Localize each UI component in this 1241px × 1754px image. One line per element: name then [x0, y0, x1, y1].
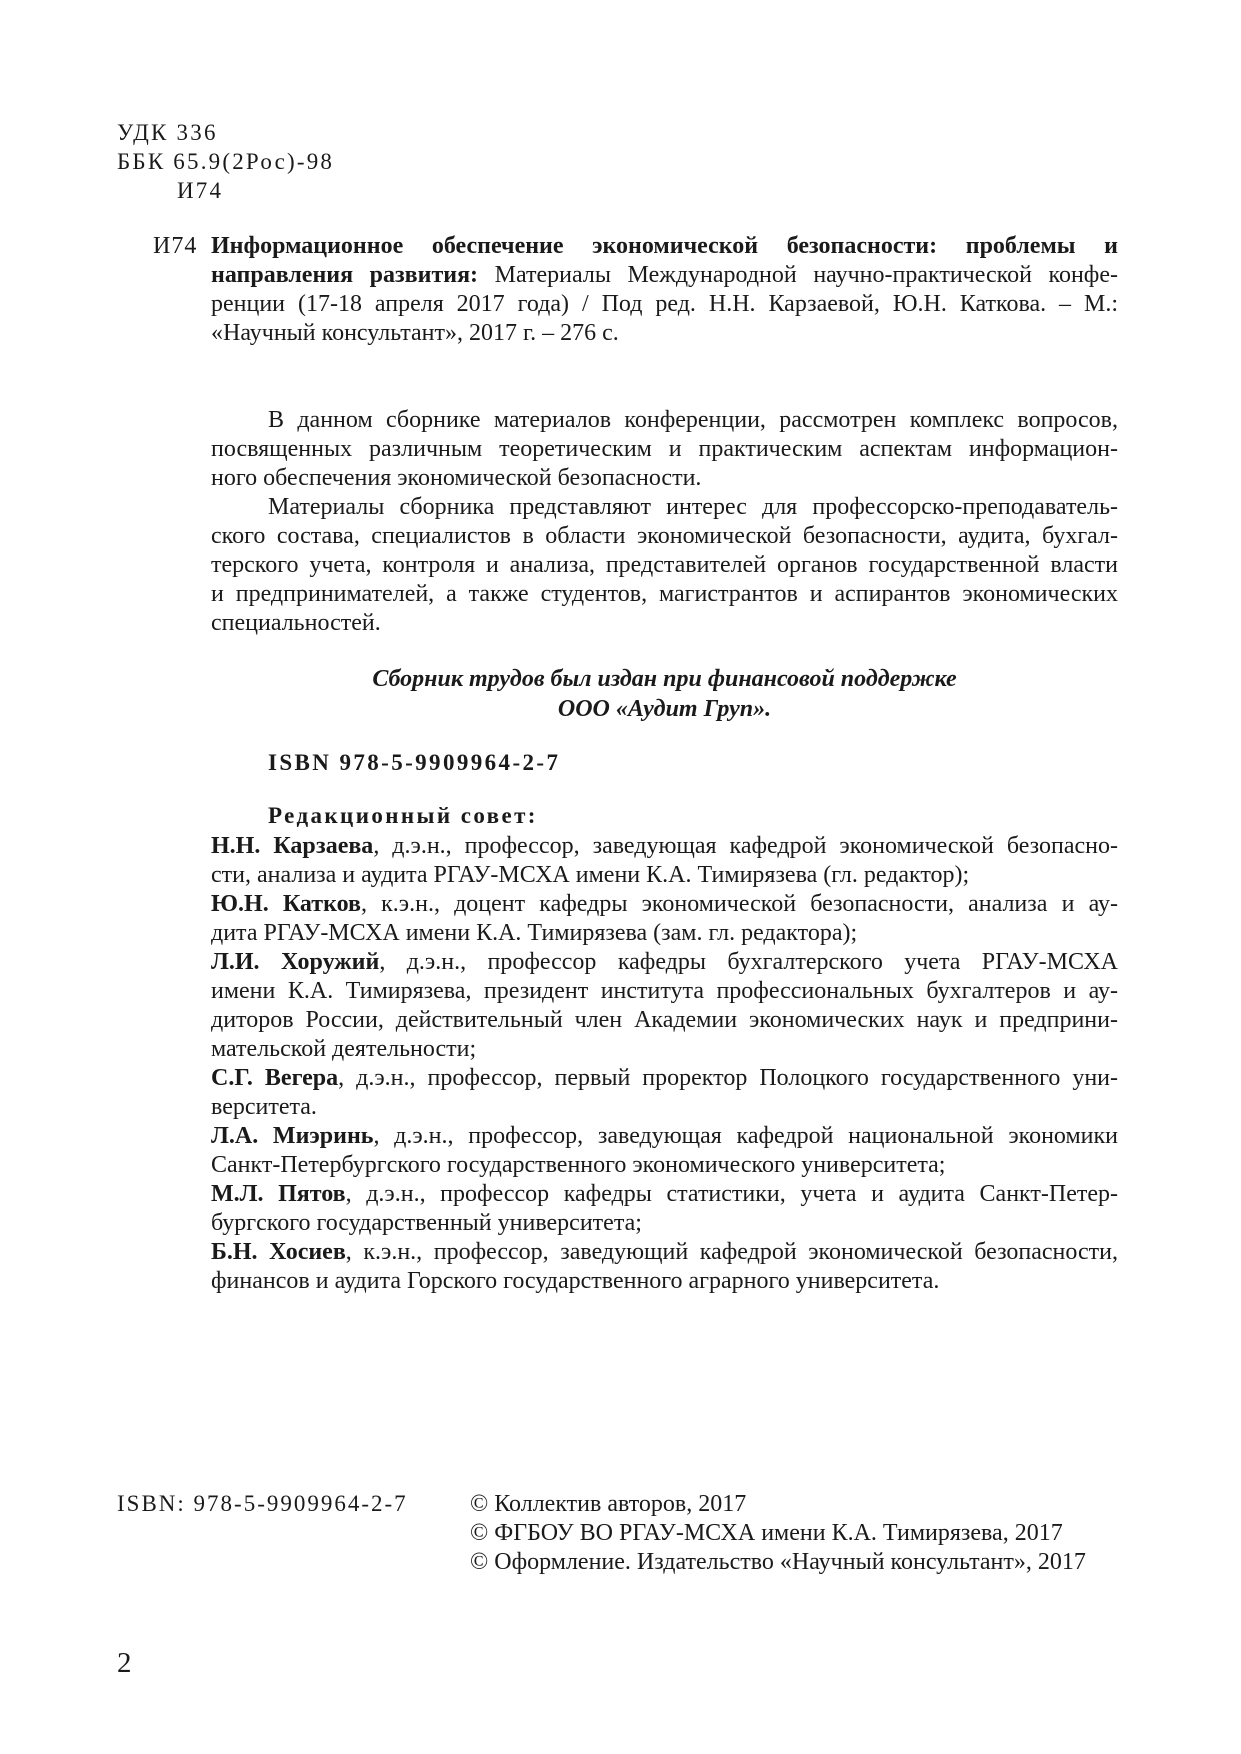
- member-desc: дита РГАУ-МСХА имени К.А. Тимирязева (зам. гл. редактора);: [211, 920, 858, 946]
- udk-code: УДК 336: [117, 120, 218, 145]
- annotation-line: и предпринимателей, а также студентов, магистрантов и аспирантов экономических: [211, 581, 1118, 607]
- member-name: М.Л. Пятов: [211, 1181, 346, 1207]
- member-desc: бургского государственный университета;: [211, 1210, 642, 1236]
- annotation-line: специальностей.: [211, 610, 381, 636]
- annotation-line: ного обеспечения экономической безопасности.: [211, 465, 702, 491]
- board-line: [211, 832, 1118, 861]
- copyright-line: © Оформление. Издательство «Научный консультант», 2017: [470, 1549, 1086, 1575]
- board-line: [211, 948, 1118, 977]
- record-text: «Научный консультант», 2017 г. – 276 с.: [211, 320, 619, 346]
- board-line: [211, 1093, 1118, 1122]
- annotation-line: ского состава, специалистов в области экономической безопасности, аудита, бухгал-: [211, 523, 1118, 549]
- board-line: [211, 1122, 1118, 1151]
- member-desc: Санкт-Петербургского государственного экономического университета;: [211, 1152, 946, 1178]
- member-desc: , к.э.н., доцент кафедры экономической безопасности, анализа и ау-: [360, 891, 1118, 917]
- bbk-code: ББК 65.9(2Рос)-98: [117, 149, 335, 174]
- record-text: Материалы Международной научно-практической конфе-: [478, 262, 1118, 288]
- sponsor-note: [211, 664, 1118, 724]
- member-desc: , д.э.н., профессор кафедры бухгалтерского учета РГАУ-МСХА: [379, 949, 1118, 975]
- member-name: Ю.Н. Катков: [211, 891, 361, 917]
- page-number: 2: [117, 1647, 132, 1679]
- member-name: Л.И. Хоружий: [211, 949, 380, 975]
- board-line: [211, 861, 1118, 890]
- sponsor-line-2: ООО «Аудит Груп».: [557, 696, 772, 722]
- board-line: [211, 1035, 1118, 1064]
- member-desc: , д.э.н., профессор, первый проректор Полоцкого государственного уни-: [338, 1065, 1118, 1091]
- member-name: Н.Н. Карзаева: [211, 833, 374, 859]
- annotation-line: терского учета, контроля и анализа, представителей органов государственной власти: [211, 552, 1118, 578]
- board-line: [211, 1267, 1118, 1296]
- board-line: [211, 977, 1118, 1006]
- board-line: [211, 1064, 1118, 1093]
- board-line: [211, 1238, 1118, 1267]
- copyright-line: © Коллектив авторов, 2017: [470, 1491, 747, 1517]
- annotation-line: посвященных различным теоретическим и практическим аспектам информацион-: [211, 436, 1118, 462]
- member-desc: мательской деятельности;: [211, 1036, 477, 1062]
- member-desc: финансов и аудита Горского государственного аграрного университета.: [211, 1268, 940, 1294]
- editorial-board-title: Редакционный совет:: [268, 803, 538, 828]
- member-desc: , д.э.н., профессор, заведующая кафедрой национальной экономики: [373, 1123, 1118, 1149]
- member-desc: , д.э.н., профессор, заведующая кафедрой экономической безопасно-: [373, 833, 1118, 859]
- record-text: ренции (17-18 апреля 2017 года) / Под ред. Н.Н. Карзаевой, Ю.Н. Каткова. – М.:: [211, 291, 1118, 317]
- member-name: Л.А. Миэринь: [211, 1123, 374, 1149]
- cutter-code: И74: [177, 178, 224, 203]
- record-title-bold: направления развития:: [211, 262, 479, 288]
- member-desc: имени К.А. Тимирязева, президент института профессиональных бухгалтеров и ау-: [211, 978, 1118, 1004]
- annotation-line: В данном сборнике материалов конференции, рассмотрен комплекс вопросов,: [268, 407, 1118, 433]
- board-line: [211, 1209, 1118, 1238]
- member-name: Б.Н. Хосиев: [211, 1239, 346, 1265]
- record-line: [211, 261, 1118, 290]
- record-cutter: И74: [153, 233, 198, 259]
- member-desc: верситета.: [211, 1094, 317, 1120]
- record-line: [211, 290, 1118, 319]
- record-line: [211, 232, 1118, 261]
- footer-isbn: ISBN: 978-5-9909964-2-7: [117, 1491, 408, 1516]
- board-line: [211, 1151, 1118, 1180]
- sponsor-line-1: Сборник трудов был издан при финансовой поддержке: [372, 666, 957, 692]
- isbn-heading: ISBN 978-5-9909964-2-7: [268, 750, 561, 775]
- member-desc: , д.э.н., профессор кафедры статистики, учета и аудита Санкт-Петер-: [345, 1181, 1118, 1207]
- board-line: [211, 1006, 1118, 1035]
- board-line: [211, 919, 1118, 948]
- member-desc: сти, анализа и аудита РГАУ-МСХА имени К.А. Тимирязева (гл. редактор);: [211, 862, 970, 888]
- record-line: [211, 319, 1118, 348]
- board-line: [211, 890, 1118, 919]
- copyright-line: © ФГБОУ ВО РГАУ-МСХА имени К.А. Тимирязева, 2017: [470, 1520, 1063, 1546]
- member-desc: диторов России, действительный член Академии экономических наук и предприни-: [211, 1007, 1118, 1033]
- board-line: [211, 1180, 1118, 1209]
- member-desc: , к.э.н., профессор, заведующий кафедрой экономической безопасности,: [345, 1239, 1118, 1265]
- member-name: С.Г. Вегера: [211, 1065, 339, 1091]
- record-title-bold: Информационное обеспечение экономической безопасности: проблемы и: [211, 233, 1118, 259]
- annotation-line: Материалы сборника представляют интерес для профессорско-преподаватель-: [268, 494, 1118, 520]
